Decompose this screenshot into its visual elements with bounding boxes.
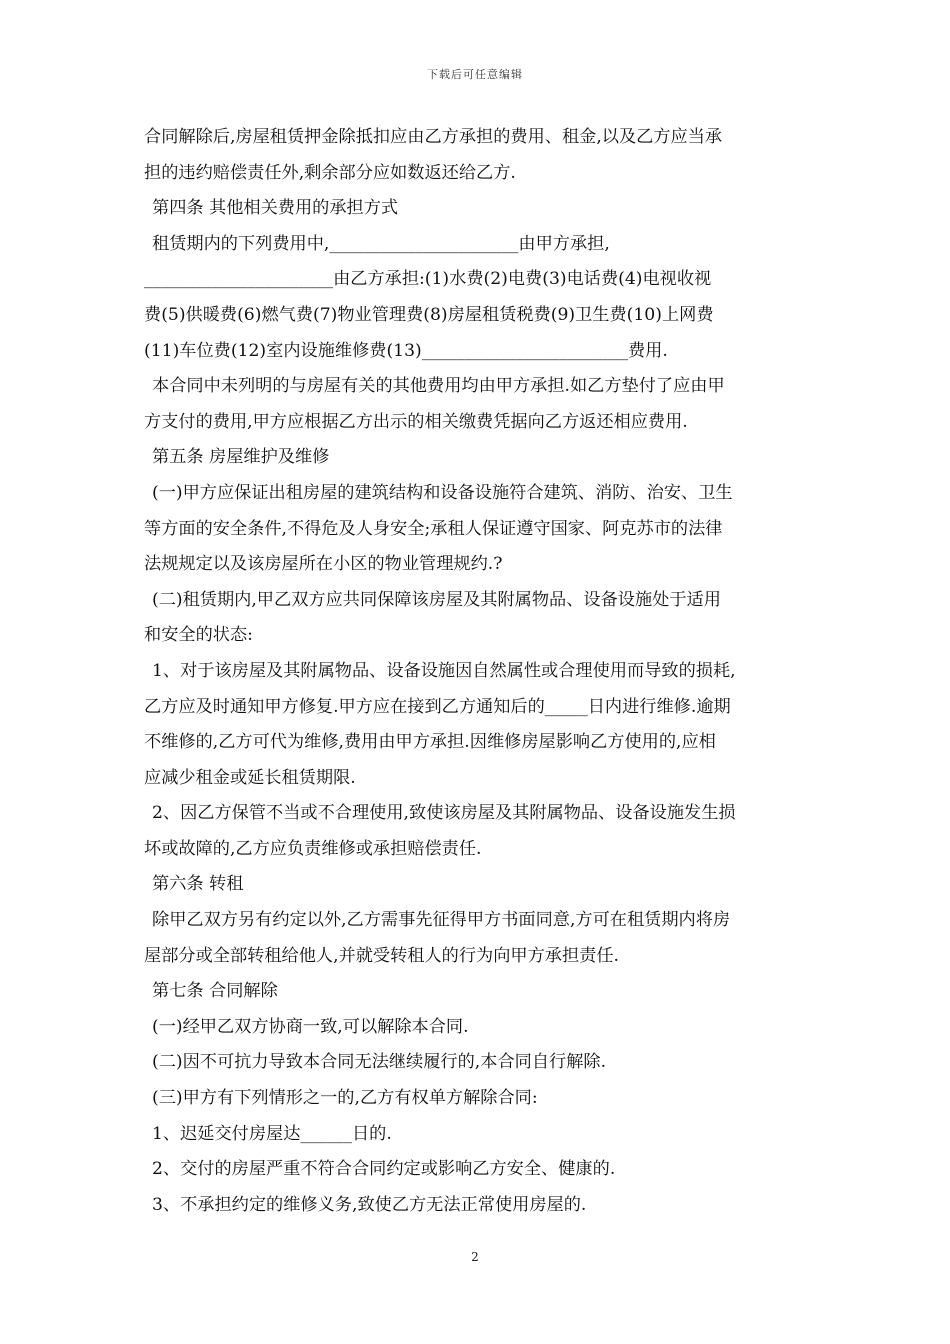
text-line: 等方面的安全条件,不得危及人身安全;承租人保证遵守国家、阿克苏市的法律	[144, 518, 723, 539]
text-line: 1、对于该房屋及其附属物品、设备设施因自然属性或合理使用而导致的损耗,	[152, 660, 736, 681]
text-line: 第五条 房屋维护及维修	[152, 447, 330, 468]
text-line: 法规规定以及该房屋所在小区的物业管理规约.?	[144, 554, 503, 575]
text-line: 1、迟延交付房屋达______日的.	[152, 1123, 392, 1144]
text-line: 3、不承担约定的维修义务,致使乙方无法正常使用房屋的.	[152, 1194, 587, 1215]
text-line: ______________________由乙方承担:(1)水费(2)电费(3)电话费(4)电视收视	[144, 269, 712, 290]
text-line: 担的违约赔偿责任外,剩余部分应如数返还给乙方.	[144, 162, 516, 183]
text-line: 方支付的费用,甲方应根据乙方出示的相关缴费凭据向乙方返还相应费用.	[144, 411, 688, 432]
document-body	[144, 120, 814, 1223]
text-line: 屋部分或全部转租给他人,并就受转租人的行为向甲方承担责任.	[144, 945, 619, 966]
text-line: (11)车位费(12)室内设施维修费(13)________________________费用.	[144, 340, 668, 361]
text-line: 和安全的状态:	[144, 625, 253, 646]
text-line: 除甲乙双方另有约定以外,乙方需事先征得甲方书面同意,方可在租赁期内将房	[152, 910, 731, 931]
text-line: 坏或故障的,乙方应负责维修或承担赔偿责任.	[144, 838, 482, 859]
text-line: 合同解除后,房屋租赁押金除抵扣应由乙方承担的费用、租金,以及乙方应当承	[144, 127, 723, 147]
text-line: 本合同中未列明的与房屋有关的其他费用均由甲方承担.如乙方垫付了应由甲	[152, 376, 725, 397]
header-note: 下载后可任意编辑	[427, 68, 523, 81]
text-line: (一)经甲乙双方协商一致,可以解除本合同.	[152, 1016, 469, 1037]
text-line: 租赁期内的下列费用中,______________________由甲方承担,	[152, 233, 610, 254]
page-number: 2	[471, 1250, 479, 1264]
text-line: 2、交付的房屋严重不符合合同约定或影响乙方安全、健康的.	[152, 1159, 616, 1180]
text-line: 不维修的,乙方可代为维修,费用由甲方承担.因维修房屋影响乙方使用的,应相	[144, 732, 716, 753]
text-line: 费(5)供暖费(6)燃气费(7)物业管理费(8)房屋租赁税费(9)卫生费(10)上网费	[144, 304, 714, 325]
text-line: 第七条 合同解除	[152, 981, 278, 1002]
text-line: 2、因乙方保管不当或不合理使用,致使该房屋及其附属物品、设备设施发生损	[152, 803, 736, 824]
text-line: 第四条 其他相关费用的承担方式	[152, 198, 399, 219]
text-line: 应减少租金或延长租赁期限.	[144, 767, 356, 788]
text-line: 乙方应及时通知甲方修复.甲方应在接到乙方通知后的_____日内进行维修.逾期	[144, 696, 731, 717]
text-line: (二)租赁期内,甲乙双方应共同保障该房屋及其附属物品、设备设施处于适用	[152, 589, 721, 610]
text-line: 第六条 转租	[152, 874, 244, 895]
text-line: (三)甲方有下列情形之一的,乙方有权单方解除合同:	[152, 1088, 538, 1109]
text-line: (一)甲方应保证出租房屋的建筑结构和设备设施符合建筑、消防、治安、卫生	[152, 482, 733, 503]
text-line: (二)因不可抗力导致本合同无法继续履行的,本合同自行解除.	[152, 1052, 607, 1073]
